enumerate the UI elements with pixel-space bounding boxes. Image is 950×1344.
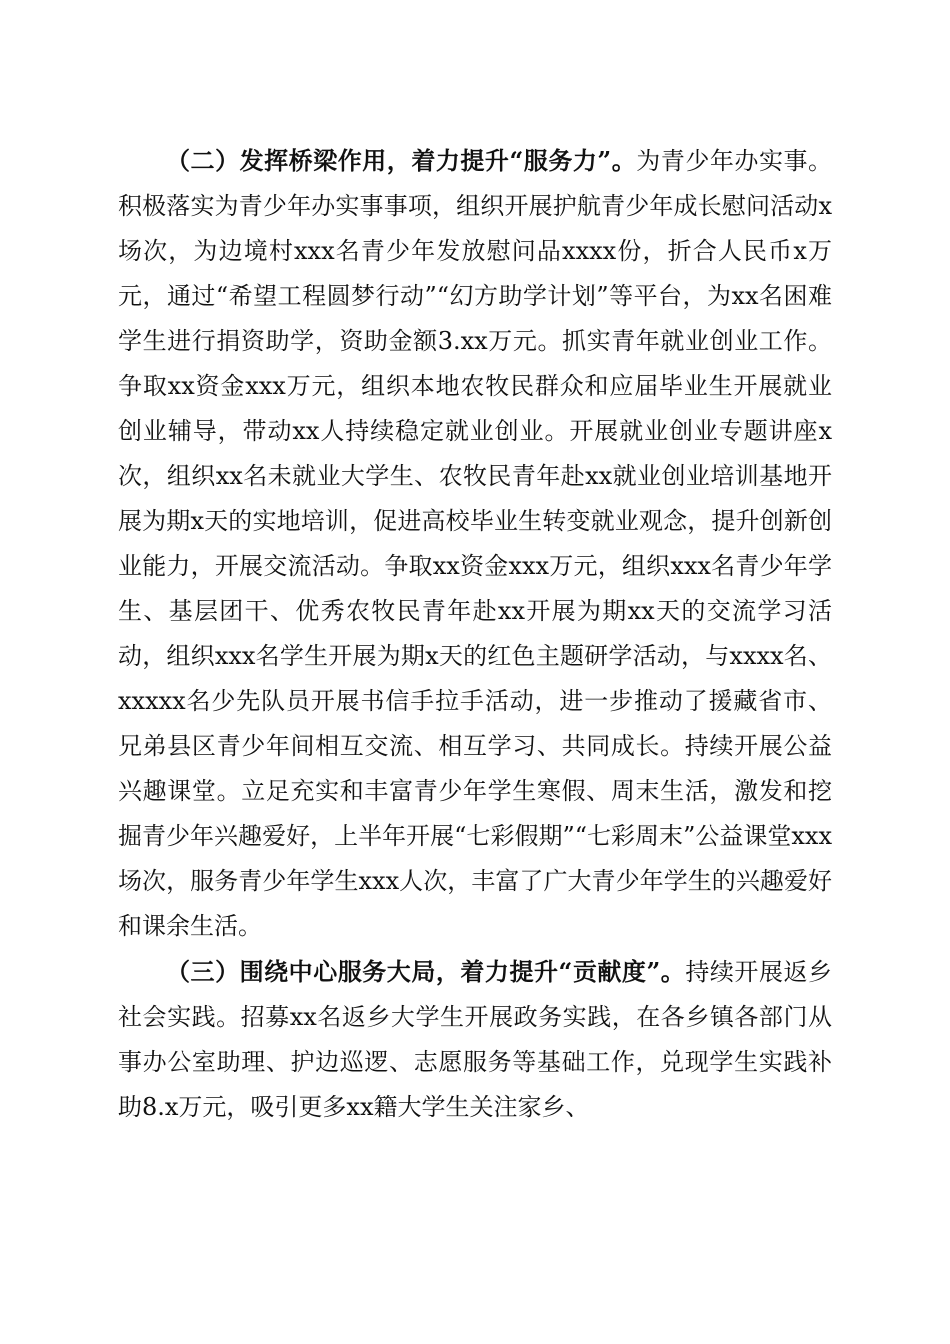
document-body xyxy=(118,138,832,1130)
paragraph-body-contribution: 持续开展返乡社会实践。招募xx名返乡大学生开展政务实践，在各乡镇各部门从事办公室助理、护边巡逻、志愿服务等基础工作，兑现学生实践补助8.x万元，吸引更多xx籍大学生关注家乡、 xyxy=(118,958,833,1121)
paragraph-body-service: 为青少年办实事。积极落实为青少年办实事事项，组织开展护航青少年成长慰问活动x场次，为边境村xxx名青少年发放慰问品xxxx份，折合人民币x万元，通过“希望工程圆梦行动”“幻方助学计划”等平台，为xx名困难学生进行捐资助学，资助金额3.xx万元。抓实青年就业创业工作。争取xx资金xxx万元，组织本地农牧民群众和应届毕业生开展就业创业辅导，带动xx人持续稳定就业创业。开展就业创业专题讲座x次，组织xx名未就业大学生、农牧民青年赴xx就业创业培训基地开展为期x天的实地培训，促进高校毕业生转变就业观念，提升创新创业能力，开展交流活动。争取xx资金xxx万元，组织xxx名青少年学生、基层团干、优秀农牧民青年赴xx开展为期xx天的交流学习活动，组织xxx名学生开展为期x天的红色主题研学活动，与xxxx名、xxxxx名少先队员开展书信手拉手活动，进一步推动了援藏省市、兄弟县区青少年间相互交流、相互学习、共同成长。持续开展公益兴趣课堂。立足充实和丰富青少年学生寒假、周末生活，激发和挖掘青少年兴趣爱好，上半年开展“七彩假期”“七彩周末”公益课堂xxx场次，服务青少年学生xxx人次，丰富了广大青少年学生的兴趣爱好和课余生活。 xyxy=(118,147,833,940)
section-heading-service: （二）发挥桥梁作用，着力提升“服务力”。 xyxy=(166,146,637,175)
section-heading-contribution: （三）围绕中心服务大局，着力提升“贡献度”。 xyxy=(166,957,686,986)
paragraph-service xyxy=(118,138,832,949)
paragraph-contribution xyxy=(118,949,832,1130)
